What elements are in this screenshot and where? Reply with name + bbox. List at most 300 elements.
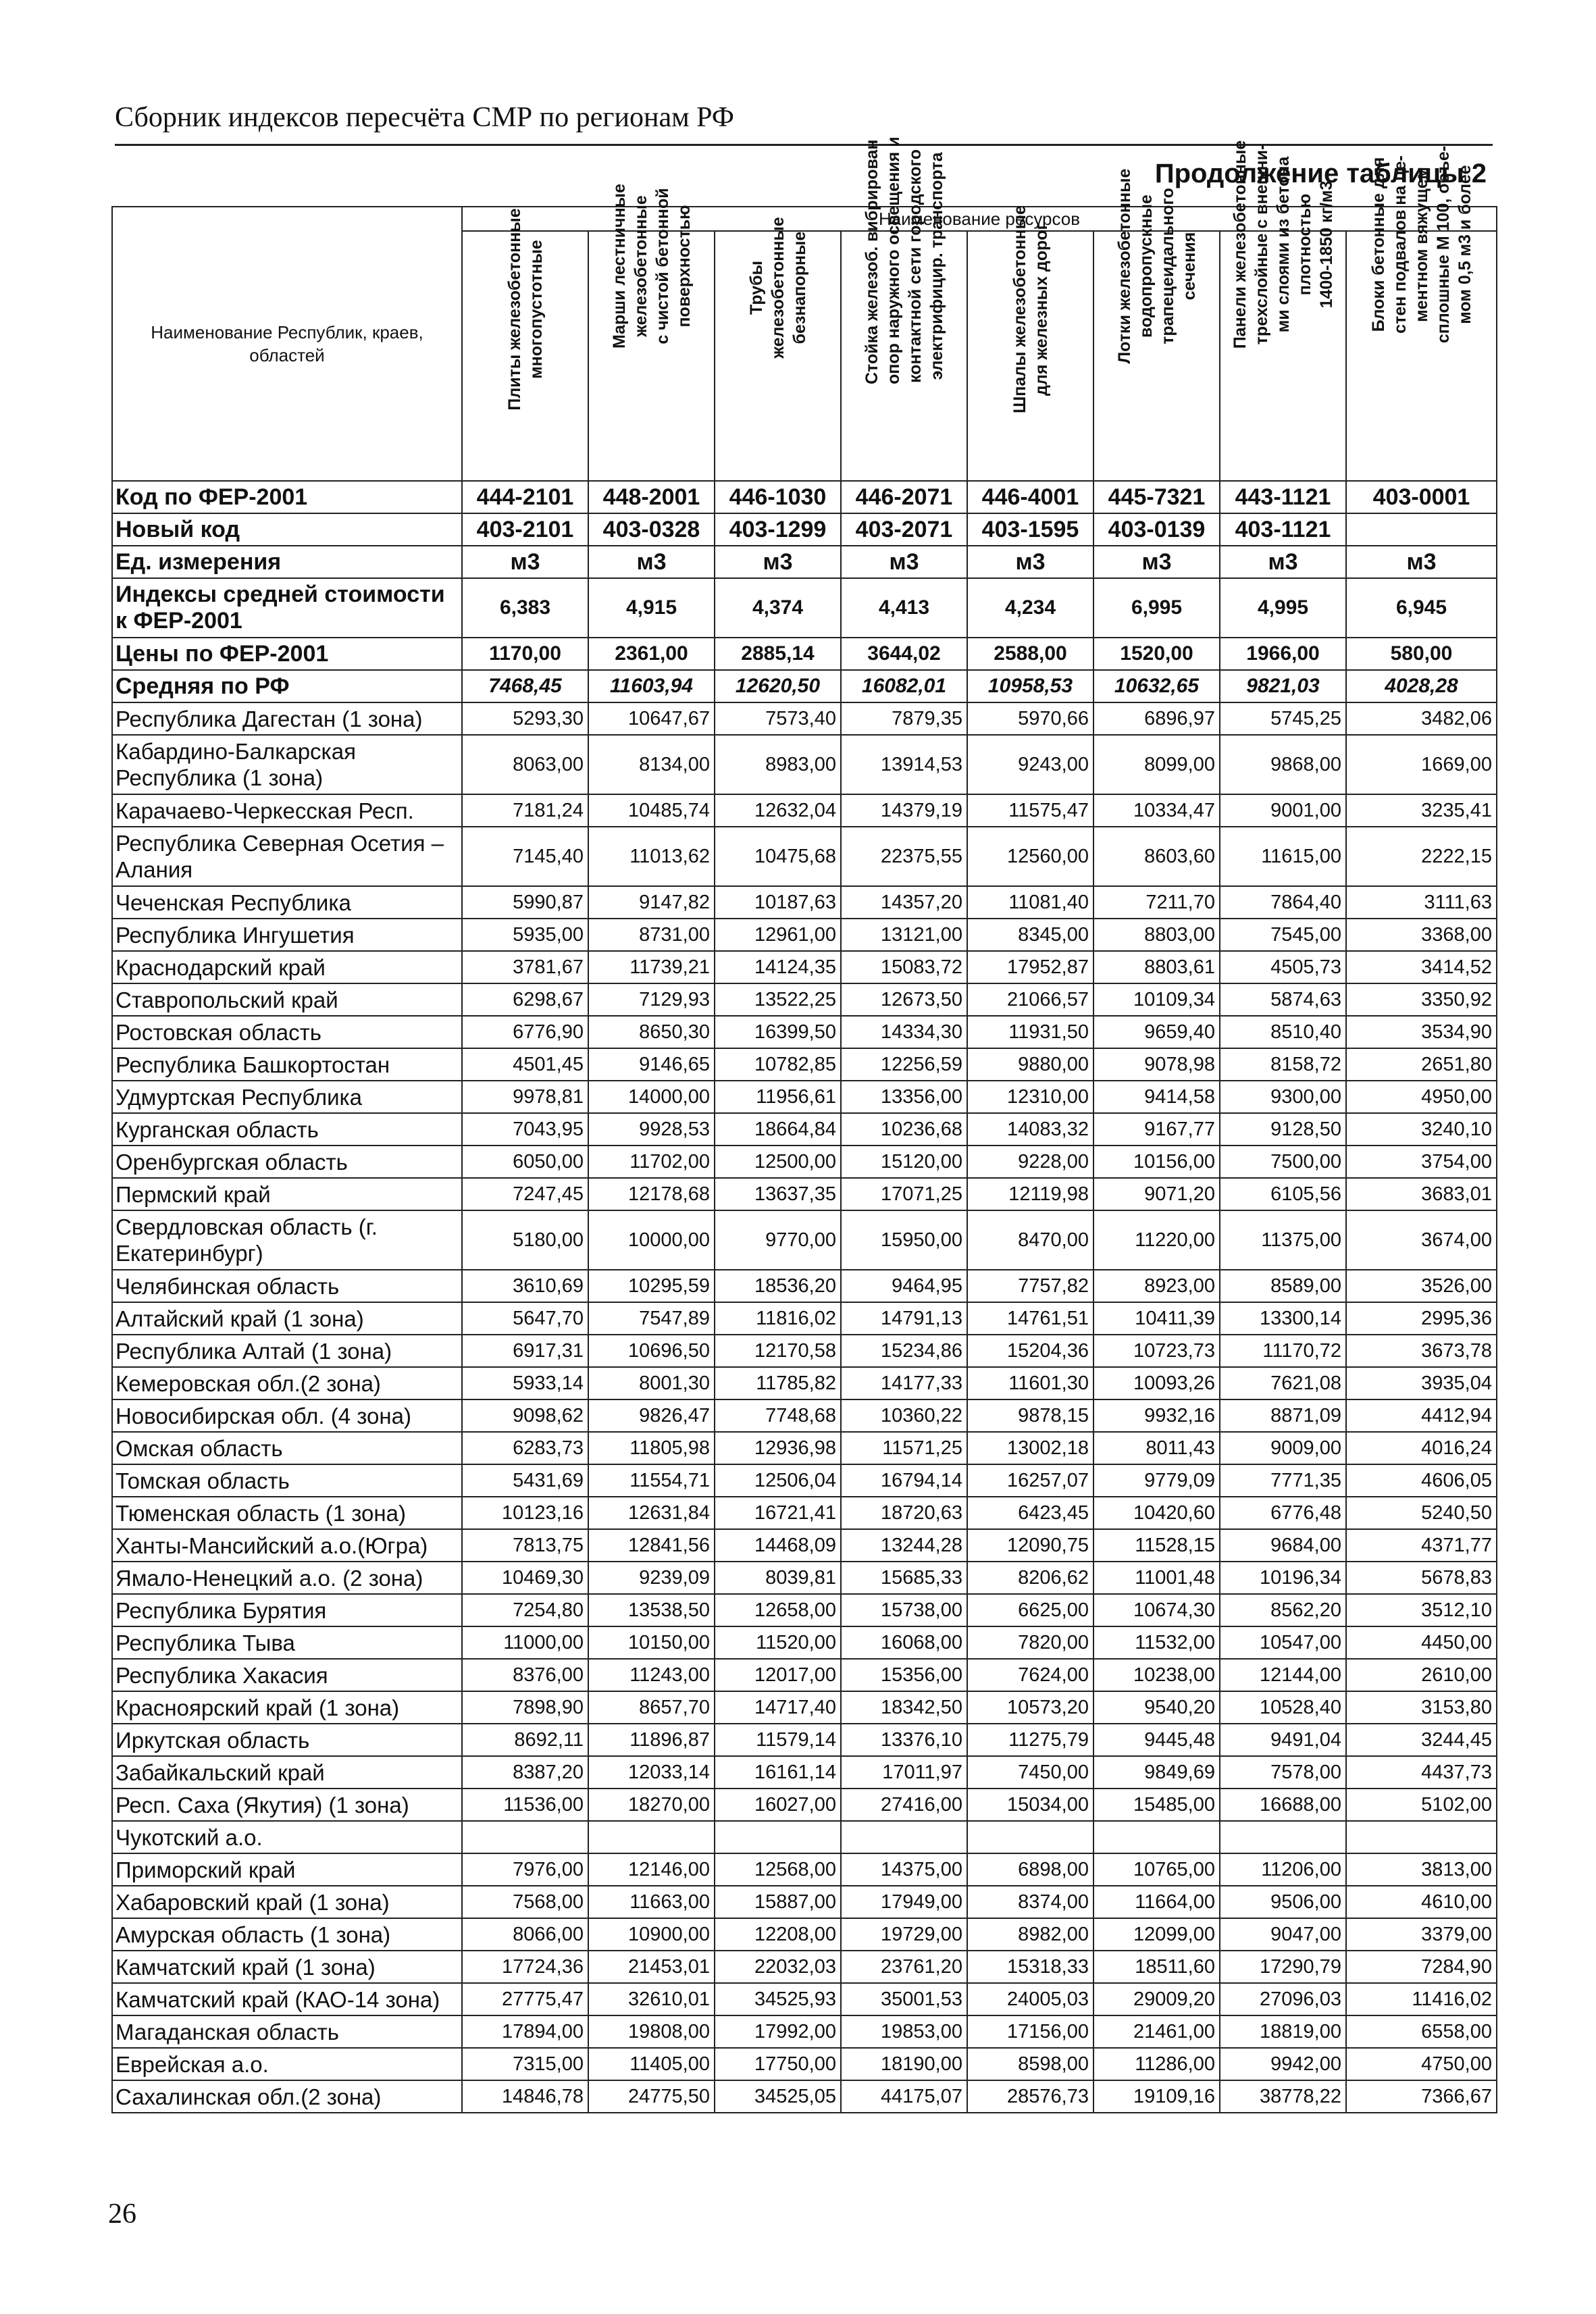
price-cell: 16161,14 (715, 1756, 841, 1789)
price-cell: 15485,00 (1093, 1789, 1220, 1821)
column-header-text (1114, 148, 1200, 384)
price-cell: 2651,80 (1346, 1048, 1497, 1081)
price-cell: 4371,77 (1346, 1529, 1497, 1562)
price-cell: 11739,21 (588, 951, 715, 983)
price-cell: 15887,00 (715, 1886, 841, 1918)
column-header-text (861, 136, 948, 384)
price-cell: 10782,85 (715, 1048, 841, 1081)
region-name: Иркутская область (112, 1724, 462, 1756)
price-cell: 8376,00 (462, 1659, 588, 1691)
table-row (112, 1626, 1497, 1659)
region-name: Удмуртская Республика (112, 1081, 462, 1113)
price-cell: 4606,05 (1346, 1464, 1497, 1497)
meta-value: 11603,94 (588, 670, 715, 702)
meta-value: 580,00 (1346, 638, 1497, 670)
price-cell: 8982,00 (967, 1918, 1093, 1951)
table-row (112, 2048, 1497, 2080)
meta-value: 403-1595 (967, 513, 1093, 546)
table-row (112, 1048, 1497, 1081)
column-header-line: мом 0,5 м3 и более (1455, 165, 1474, 324)
price-cell: 12033,14 (588, 1756, 715, 1789)
meta-value: м3 (841, 546, 967, 578)
table-row (112, 1399, 1497, 1432)
meta-value: м3 (1093, 546, 1220, 578)
table-row (112, 1081, 1497, 1113)
price-cell: 9684,00 (1220, 1529, 1346, 1562)
column-header-line: многопустотные (526, 240, 546, 379)
price-cell: 13522,25 (715, 983, 841, 1016)
table-data-rows (112, 702, 1497, 2113)
table-row (112, 1691, 1497, 1724)
region-name: Республика Бурятия (112, 1594, 462, 1626)
price-cell: 24005,03 (967, 1983, 1093, 2015)
price-cell: 4505,73 (1220, 951, 1346, 983)
price-cell: 9932,16 (1093, 1399, 1220, 1432)
column-header-line: сечения (1179, 232, 1199, 301)
meta-value: 10632,65 (1093, 670, 1220, 702)
price-cell: 10150,00 (588, 1626, 715, 1659)
price-cell: 8470,00 (967, 1210, 1093, 1270)
price-cell: 32610,01 (588, 1983, 715, 2015)
region-name: Республика Ингушетия (112, 919, 462, 951)
meta-value: 9821,03 (1220, 670, 1346, 702)
price-cell: 12658,00 (715, 1594, 841, 1626)
price-cell: 6896,97 (1093, 702, 1220, 735)
column-header-text (1009, 191, 1052, 428)
price-cell: 1669,00 (1346, 735, 1497, 794)
price-cell: 16257,07 (967, 1464, 1093, 1497)
price-cell: 13002,18 (967, 1432, 1093, 1464)
meta-value: 403-2101 (462, 513, 588, 546)
price-cell: 6625,00 (967, 1594, 1093, 1626)
price-cell: 10573,20 (967, 1691, 1093, 1724)
price-cell: 23761,20 (841, 1951, 967, 1983)
price-cell: 7315,00 (462, 2048, 588, 2080)
price-cell: 3414,52 (1346, 951, 1497, 983)
price-cell: 14761,51 (967, 1302, 1093, 1335)
price-cell: 8731,00 (588, 919, 715, 951)
price-cell: 9770,00 (715, 1210, 841, 1270)
table-row (112, 1016, 1497, 1048)
price-cell: 11405,00 (588, 2048, 715, 2080)
meta-value: 4,374 (715, 578, 841, 638)
price-cell: 9491,04 (1220, 1724, 1346, 1756)
price-cell: 8562,20 (1220, 1594, 1346, 1626)
price-cell: 17750,00 (715, 2048, 841, 2080)
table-row (112, 702, 1497, 735)
price-cell: 16688,00 (1220, 1789, 1346, 1821)
region-name: Магаданская область (112, 2015, 462, 2048)
price-cell (841, 1821, 967, 1853)
price-cell: 9300,00 (1220, 1081, 1346, 1113)
price-cell: 6105,56 (1220, 1178, 1346, 1210)
price-cell: 10093,26 (1093, 1367, 1220, 1399)
price-cell: 8066,00 (462, 1918, 588, 1951)
price-cell: 10900,00 (588, 1918, 715, 1951)
meta-value: 4,995 (1220, 578, 1346, 638)
price-cell: 13914,53 (841, 735, 967, 794)
price-cell: 24775,50 (588, 2080, 715, 2113)
price-cell: 11571,25 (841, 1432, 967, 1464)
price-cell: 10420,60 (1093, 1497, 1220, 1529)
price-cell: 14846,78 (462, 2080, 588, 2113)
price-cell: 8063,00 (462, 735, 588, 794)
price-cell: 8692,11 (462, 1724, 588, 1756)
price-cell (462, 1821, 588, 1853)
price-cell: 7500,00 (1220, 1146, 1346, 1178)
price-cell: 12017,00 (715, 1659, 841, 1691)
meta-value: м3 (1220, 546, 1346, 578)
price-cell: 9009,00 (1220, 1432, 1346, 1464)
meta-value: 403-1121 (1220, 513, 1346, 546)
meta-value: 403-1299 (715, 513, 841, 546)
price-cell: 15034,00 (967, 1789, 1093, 1821)
region-name: Томская область (112, 1464, 462, 1497)
price-cell: 9506,00 (1220, 1886, 1346, 1918)
price-cell: 34525,05 (715, 2080, 841, 2113)
price-cell: 29009,20 (1093, 1983, 1220, 2015)
meta-value: м3 (462, 546, 588, 578)
price-cell: 9464,95 (841, 1270, 967, 1302)
price-cell: 9228,00 (967, 1146, 1093, 1178)
meta-row (112, 513, 1497, 546)
table-row (112, 1178, 1497, 1210)
column-header-line: Шпалы железобетонные (1010, 205, 1029, 413)
price-cell: 11663,00 (588, 1886, 715, 1918)
column-header-line: железобетонные (768, 217, 788, 359)
price-cell: 12673,50 (841, 983, 967, 1016)
meta-value: 3644,02 (841, 638, 967, 670)
price-cell: 12841,56 (588, 1529, 715, 1562)
column-header-line: Блоки бетонные для (1368, 157, 1388, 332)
price-cell: 7211,70 (1093, 886, 1220, 919)
price-cell: 9128,50 (1220, 1113, 1346, 1146)
region-name: Карачаево-Черкесская Респ. (112, 794, 462, 827)
price-cell: 3235,41 (1346, 794, 1497, 827)
price-cell: 14000,00 (588, 1081, 715, 1113)
table-meta-rows (112, 481, 1497, 702)
meta-value: 6,995 (1093, 578, 1220, 638)
price-cell: 17156,00 (967, 2015, 1093, 2048)
price-cell: 11956,61 (715, 1081, 841, 1113)
price-cell: 18536,20 (715, 1270, 841, 1302)
price-cell: 8803,61 (1093, 951, 1220, 983)
price-cell: 8134,00 (588, 735, 715, 794)
price-cell: 10000,00 (588, 1210, 715, 1270)
meta-value: 403-0139 (1093, 513, 1220, 546)
table-continuation-label: Продолжение таблицы 2 (1154, 159, 1487, 188)
price-cell: 9942,00 (1220, 2048, 1346, 2080)
price-cell: 22375,55 (841, 827, 967, 886)
price-cell: 4016,24 (1346, 1432, 1497, 1464)
price-cell: 11532,00 (1093, 1626, 1220, 1659)
price-cell: 4501,45 (462, 1048, 588, 1081)
region-name: Новосибирская обл. (4 зона) (112, 1399, 462, 1432)
region-name: Амурская область (1 зона) (112, 1918, 462, 1951)
price-cell: 18270,00 (588, 1789, 715, 1821)
meta-value: 2588,00 (967, 638, 1093, 670)
price-cell: 3111,63 (1346, 886, 1497, 919)
column-header-line: с чистой бетонной (652, 188, 672, 344)
price-cell: 3610,69 (462, 1270, 588, 1302)
price-cell: 3350,92 (1346, 983, 1497, 1016)
price-cell: 10475,68 (715, 827, 841, 886)
price-cell: 9868,00 (1220, 735, 1346, 794)
meta-value: 10958,53 (967, 670, 1093, 702)
region-name: Алтайский край (1 зона) (112, 1302, 462, 1335)
price-cell: 11554,71 (588, 1464, 715, 1497)
price-cell: 18819,00 (1220, 2015, 1346, 2048)
region-name: Республика Хакасия (112, 1659, 462, 1691)
column-header-line: водопропускные (1136, 195, 1156, 338)
region-name: Ханты-Мансийский а.о.(Югра) (112, 1529, 462, 1562)
meta-value: 403-2071 (841, 513, 967, 546)
price-cell: 14083,32 (967, 1113, 1093, 1146)
region-name: Хабаровский край (1 зона) (112, 1886, 462, 1918)
price-cell: 14717,40 (715, 1691, 841, 1724)
price-cell: 7813,75 (462, 1529, 588, 1562)
price-cell: 12090,75 (967, 1529, 1093, 1562)
price-cell: 7254,80 (462, 1594, 588, 1626)
column-header (588, 183, 715, 481)
price-cell: 4610,00 (1346, 1886, 1497, 1918)
meta-value: 1520,00 (1093, 638, 1220, 670)
meta-value: 446-4001 (967, 481, 1093, 513)
price-cell: 11931,50 (967, 1016, 1093, 1048)
price-cell: 7284,90 (1346, 1951, 1497, 1983)
meta-row (112, 546, 1497, 578)
price-cell: 9880,00 (967, 1048, 1093, 1081)
price-cell: 8011,43 (1093, 1432, 1220, 1464)
price-cell: 13356,00 (841, 1081, 967, 1113)
price-cell: 15950,00 (841, 1210, 967, 1270)
price-cell: 10238,00 (1093, 1659, 1220, 1691)
price-cell: 11520,00 (715, 1626, 841, 1659)
price-cell: 16399,50 (715, 1016, 841, 1048)
price-cell: 8603,60 (1093, 827, 1220, 886)
region-name: Республика Северная Осетия – Алания (112, 827, 462, 886)
column-header-line: трапецеидального (1158, 188, 1177, 344)
price-cell: 11664,00 (1093, 1886, 1220, 1918)
price-cell: 12146,00 (588, 1853, 715, 1886)
price-cell: 2222,15 (1346, 827, 1497, 886)
price-cell: 11081,40 (967, 886, 1093, 919)
meta-value: м3 (588, 546, 715, 578)
price-cell: 22032,03 (715, 1951, 841, 1983)
price-cell: 10674,30 (1093, 1594, 1220, 1626)
price-cell: 6423,45 (967, 1497, 1093, 1529)
price-cell: 9047,00 (1220, 1918, 1346, 1951)
price-cell: 12961,00 (715, 919, 841, 951)
price-cell: 10295,59 (588, 1270, 715, 1302)
region-name: Ростовская область (112, 1016, 462, 1048)
table-row (112, 2080, 1497, 2113)
meta-value: 2361,00 (588, 638, 715, 670)
price-cell: 9659,40 (1093, 1016, 1220, 1048)
price-cell: 17992,00 (715, 2015, 841, 2048)
table-row (112, 983, 1497, 1016)
meta-value: 7468,45 (462, 670, 588, 702)
meta-value: 16082,01 (841, 670, 967, 702)
region-name: Респ. Саха (Якутия) (1 зона) (112, 1789, 462, 1821)
price-cell: 38778,22 (1220, 2080, 1346, 2113)
price-cell: 10647,67 (588, 702, 715, 735)
price-cell: 3534,90 (1346, 1016, 1497, 1048)
meta-value: м3 (715, 546, 841, 578)
price-cell: 7578,00 (1220, 1756, 1346, 1789)
price-cell: 11170,72 (1220, 1335, 1346, 1367)
table-row (112, 1270, 1497, 1302)
column-header-text (1368, 126, 1476, 363)
price-cell: 10485,74 (588, 794, 715, 827)
price-cell: 8983,00 (715, 735, 841, 794)
region-name: Тюменская область (1 зона) (112, 1497, 462, 1529)
region-column-header: Наименование Республик, краев, областей (112, 207, 462, 481)
price-cell: 15083,72 (841, 951, 967, 983)
price-cell: 4750,00 (1346, 2048, 1497, 2080)
price-cell: 2995,36 (1346, 1302, 1497, 1335)
price-cell: 14379,19 (841, 794, 967, 827)
table-row (112, 1113, 1497, 1146)
price-cell: 14177,33 (841, 1367, 967, 1399)
price-cell: 5745,25 (1220, 702, 1346, 735)
meta-row-label: Индексы средней стоимости к ФЕР-2001 (112, 578, 462, 638)
price-cell: 18342,50 (841, 1691, 967, 1724)
column-header-line: 1400-1850 кг/м3 (1316, 180, 1336, 309)
price-cell: 10156,00 (1093, 1146, 1220, 1178)
price-cell: 7043,95 (462, 1113, 588, 1146)
region-name: Оренбургская область (112, 1146, 462, 1178)
meta-value: 443-1121 (1220, 481, 1346, 513)
table-row (112, 1789, 1497, 1821)
price-cell: 16721,41 (715, 1497, 841, 1529)
region-name: Республика Тыва (112, 1626, 462, 1659)
price-cell: 3781,67 (462, 951, 588, 983)
price-cell: 6050,00 (462, 1146, 588, 1178)
price-cell: 8345,00 (967, 919, 1093, 951)
price-cell: 17290,79 (1220, 1951, 1346, 1983)
price-cell: 18511,60 (1093, 1951, 1220, 1983)
region-name: Чукотский а.о. (112, 1821, 462, 1853)
meta-row-label: Средняя по РФ (112, 670, 462, 702)
column-header-text (746, 170, 810, 406)
price-cell: 11206,00 (1220, 1853, 1346, 1886)
price-cell: 14124,35 (715, 951, 841, 983)
price-cell: 5240,50 (1346, 1497, 1497, 1529)
meta-row-label: Цены по ФЕР-2001 (112, 638, 462, 670)
table-row (112, 1302, 1497, 1335)
price-cell: 12256,59 (841, 1048, 967, 1081)
meta-value: 4,413 (841, 578, 967, 638)
price-cell: 16794,14 (841, 1464, 967, 1497)
price-cell: 11816,02 (715, 1302, 841, 1335)
price-cell: 10334,47 (1093, 794, 1220, 827)
price-cell: 10723,73 (1093, 1335, 1220, 1367)
table-row (112, 1497, 1497, 1529)
price-cell (588, 1821, 715, 1853)
price-cell: 3683,01 (1346, 1178, 1497, 1210)
price-cell: 6558,00 (1346, 2015, 1497, 2048)
price-cell: 9071,20 (1093, 1178, 1220, 1210)
price-cell: 8387,20 (462, 1756, 588, 1789)
region-name: Республика Дагестан (1 зона) (112, 702, 462, 735)
price-cell: 11416,02 (1346, 1983, 1497, 2015)
table-row (112, 951, 1497, 983)
region-name: Чеченская Республика (112, 886, 462, 919)
column-header-line: Трубы (746, 261, 766, 315)
region-name: Республика Алтай (1 зона) (112, 1335, 462, 1367)
price-cell: 5180,00 (462, 1210, 588, 1270)
price-cell: 15204,36 (967, 1335, 1093, 1367)
price-cell: 11000,00 (462, 1626, 588, 1659)
meta-value: 445-7321 (1093, 481, 1220, 513)
price-cell: 21066,57 (967, 983, 1093, 1016)
region-name: Камчатский край (КАО-14 зона) (112, 1983, 462, 2015)
price-cell: 8589,00 (1220, 1270, 1346, 1302)
price-cell: 8099,00 (1093, 735, 1220, 794)
table-row (112, 1659, 1497, 1691)
column-header (1346, 145, 1497, 481)
price-cell: 21461,00 (1093, 2015, 1220, 2048)
price-cell (1346, 1821, 1497, 1853)
column-header-line: поверхностью (674, 205, 694, 328)
price-cell: 19729,00 (841, 1918, 967, 1951)
column-header-line: плотностью (1295, 193, 1314, 296)
price-cell: 13538,50 (588, 1594, 715, 1626)
price-cell: 9826,47 (588, 1399, 715, 1432)
meta-value: 6,945 (1346, 578, 1497, 638)
price-cell: 6776,48 (1220, 1497, 1346, 1529)
column-header (715, 217, 841, 481)
meta-row (112, 670, 1497, 702)
price-cell: 3512,10 (1346, 1594, 1497, 1626)
region-name: Красноярский край (1 зона) (112, 1691, 462, 1724)
meta-value: м3 (967, 546, 1093, 578)
price-cell: 12119,98 (967, 1178, 1093, 1210)
price-cell: 8001,30 (588, 1367, 715, 1399)
region-name: Свердловская область (г. Екатеринбург) (112, 1210, 462, 1270)
price-cell: 12568,00 (715, 1853, 841, 1886)
price-cell: 15318,33 (967, 1951, 1093, 1983)
price-cell: 7129,93 (588, 983, 715, 1016)
table-row (112, 1853, 1497, 1886)
price-cell: 8039,81 (715, 1562, 841, 1594)
price-cell: 18664,84 (715, 1113, 841, 1146)
price-cell: 34525,93 (715, 1983, 841, 2015)
price-cell: 11785,82 (715, 1367, 841, 1399)
table-row (112, 735, 1497, 794)
table-row (112, 1918, 1497, 1951)
price-cell: 14357,20 (841, 886, 967, 919)
region-name: Курганская область (112, 1113, 462, 1146)
price-cell: 7898,90 (462, 1691, 588, 1724)
price-cell: 10187,63 (715, 886, 841, 919)
meta-row (112, 481, 1497, 513)
price-cell: 6898,00 (967, 1853, 1093, 1886)
price-cell: 9078,98 (1093, 1048, 1220, 1081)
price-cell: 11702,00 (588, 1146, 715, 1178)
table-row (112, 1756, 1497, 1789)
price-cell: 13244,28 (841, 1529, 967, 1562)
column-header (1220, 140, 1346, 481)
price-cell: 18720,63 (841, 1497, 967, 1529)
price-cell: 8374,00 (967, 1886, 1093, 1918)
price-cell: 11575,47 (967, 794, 1093, 827)
price-cell: 2610,00 (1346, 1659, 1497, 1691)
price-cell: 19808,00 (588, 2015, 715, 2048)
price-cell: 11375,00 (1220, 1210, 1346, 1270)
price-cell: 12632,04 (715, 794, 841, 827)
